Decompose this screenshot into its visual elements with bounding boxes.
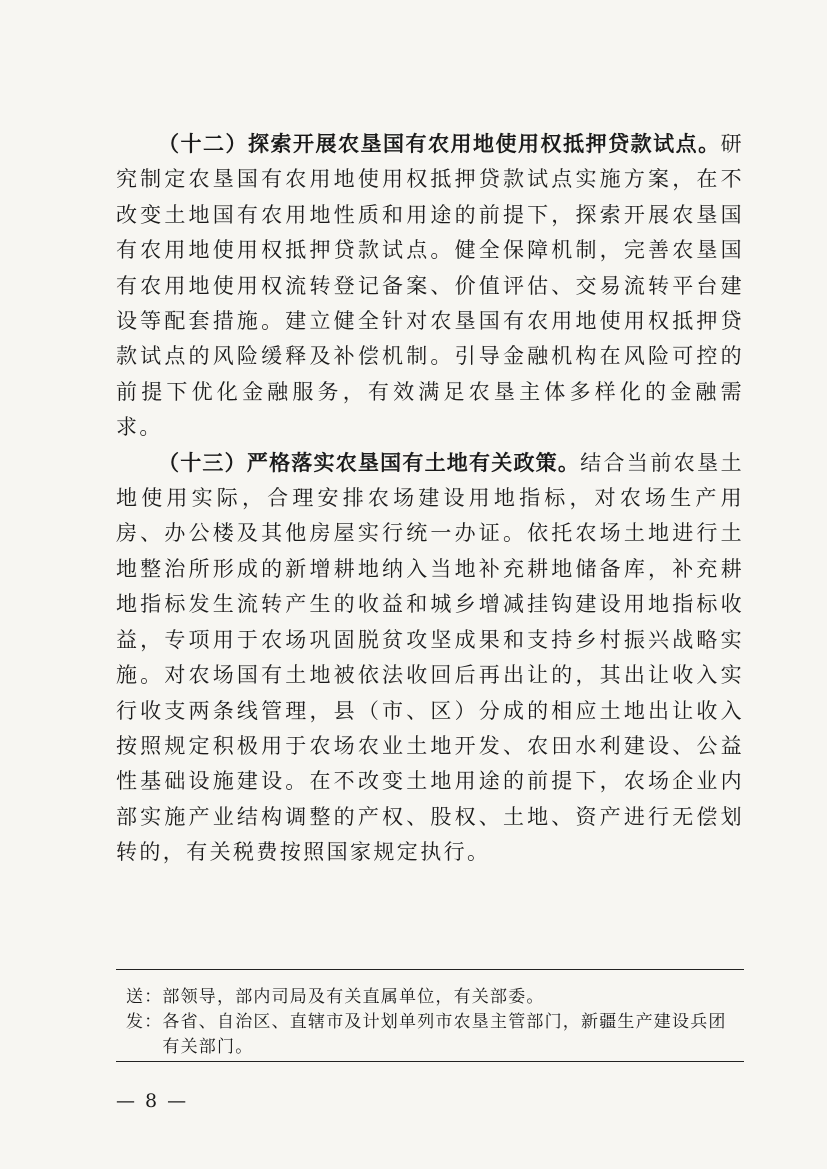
section-13-heading: （十三）严格落实农垦国有土地有关政策。 xyxy=(158,450,581,475)
page-number: — 8 — xyxy=(116,1090,189,1112)
send-recipients: 部领导，部内司局及有关直属单位，有关部委。 xyxy=(162,987,545,1007)
issue-label: 发： xyxy=(126,1012,163,1032)
section-12-body: 研究制定农垦国有农用地使用权抵押贷款试点实施方案，在不改变土地国有农用地性质和用途的前提下，探索开展农垦国有农用地使用权抵押贷款试点。健全保障机制，完善农垦国有农用地使用权流转登记备案、价值评估、交易流转平台建设等配套措施。建立健全针对农垦国有农用地使用权抵押贷款试点的风险缓释及补偿机制。引导金融机构在风险可控的前提下优化金融服务，有效满足农垦主体多样化的金融需求。 xyxy=(116,132,744,440)
distribution-bottom-rule xyxy=(116,1061,744,1062)
distribution-top-rule xyxy=(116,969,744,970)
section-13-paragraph xyxy=(116,446,744,871)
distribution-send-line xyxy=(126,985,740,1010)
issue-recipients: 各省、自治区、直辖市及计划单列市农垦主管部门，新疆生产建设兵团有关部门。 xyxy=(162,1012,727,1057)
distribution-issue-line xyxy=(126,1010,740,1060)
send-label: 送： xyxy=(126,987,163,1007)
section-12-heading: （十二）探索开展农垦国有农用地使用权抵押贷款试点。 xyxy=(158,132,721,156)
section-12-paragraph xyxy=(116,127,744,446)
section-13-body: 结合当前农垦土地使用实际，合理安排农场建设用地指标，对农场生产用房、办公楼及其他房屋实行统一办证。依托农场土地进行土地整治所形成的新增耕地纳入当地补充耕地储备库，补充耕地指标发生流转产生的收益和城乡增减挂钩建设用地指标收益，专项用于农场巩固脱贫攻坚成果和支持乡村振兴战略实施。对农场国有土地被依法收回后再出让的，其出让收入实行收支两条线管理，县（市、区）分成的相应土地出让收入按照规定积极用于农场农业土地开发、农田水利建设、公益性基础设施建设。在不改变土地用途的前提下，农场企业内部实施产业结构调整的产权、股权、土地、资产进行无偿划转的，有关税费按照国家规定执行。 xyxy=(116,450,744,865)
document-body xyxy=(116,127,744,871)
